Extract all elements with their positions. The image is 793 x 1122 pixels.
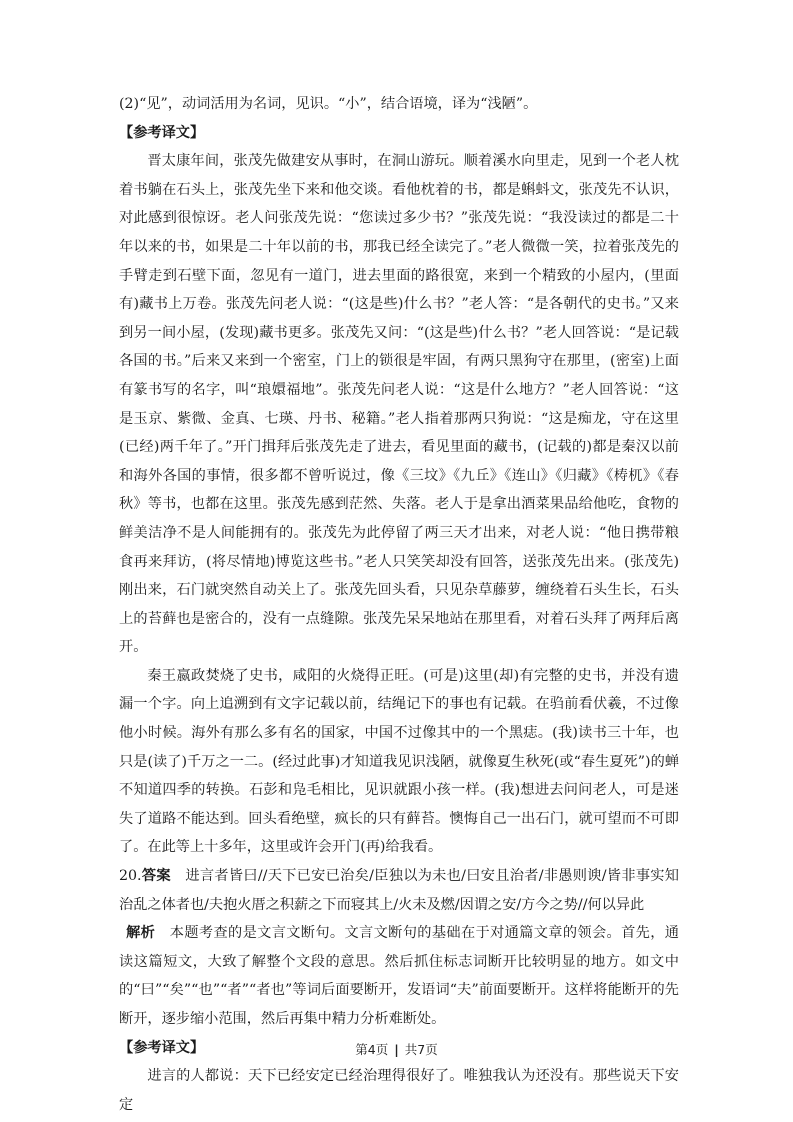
answer-text: 进言者皆曰//天下已安已治矣/臣独以为未也/曰安且治者/非愚则谀/皆非事实知治乱之体者也/夫抱火厝之积薪之下而寝其上/火未及燃/因谓之安/方今之势//何以异此 [119,868,679,913]
explanation-text: 本题考查的是文言文断句。文言文断句的基础在于对通篇文章的领会。首先，通读这篇短文，大致了解整个文段的意思。然后抓住标志词断开比较明显的地方。如文中的“曰”“矣”“也”“者”“者也”等词后面要断开，发语词“夫”前面要断开。这样将能断开的先断开，逐步缩小范围，然后再集中精力分析难断处。 [119,925,679,1027]
translation-paragraph: 晋太康年间，张茂先做建安从事时，在洞山游玩。顺着溪水向里走，见到一个老人枕着书躺在石头上，张茂先坐下来和他交谈。看他枕着的书，都是蝌蚪文，张茂先不认识，对此感到很惊讶。老人问张茂先说：“您读过多少书？”张茂先说：“我没读过的都是二十年以来的书，如果是二十年以前的书，那我已经全读完了。”老人微微一笑，拉着张茂先的手臂走到石壁下面，忽见有一道门，进去里面的路很宽，来到一个精致的小屋内，(里面有)藏书上万卷。张茂先问老人说：“(这是些)什么书？”老人答：“是各朝代的史书。”又来到另一间小屋，(发现)藏书更多。张茂先又问：“(这是些)什么书？”老人回答说：“是记载各国的书。”后来又来到一个密室，门上的锁很是牢固，有两只黑狗守在那里，(密室)上面有篆书写的名字，叫“琅嬛福地”。张茂先问老人说：“这是什么地方？”老人回答说：“这是玉京、紫微、金真、七瑛、丹书、秘籍。”老人指着那两只狗说：“这是痴龙，守在这里(已经)两千年了。”开门揖拜后张茂先走了进去，看见里面的藏书，(记载的)都是秦汉以前和海外各国的事情，很多都不曾听说过，像《三坟》《九丘》《连山》《归藏》《梼杌》《春秋》等书，也都在这里。张茂先感到茫然、失落。老人于是拿出酒菜果品给他吃，食物的鲜美洁净不是人间能拥有的。张茂先为此停留了两三天才出来，对老人说：“他日携带粮食再来拜访，(将尽情地)博览这些书。”老人只笑笑却没有回答，送张茂先出来。(张茂先)刚出来，石门就突然自动关上了。张茂先回头看，只见杂草藤萝，缠绕着石头生长，石头上的苔藓也是密合的，没有一点缝隙。张茂先呆呆地站在那里看，对着石头拜了两拜后离开。 [119,153,679,656]
page-number: 第4页 [355,1042,389,1057]
question-number: 20. [119,868,142,885]
question-20-explanation [119,919,679,1033]
explanation-label: 解析 [126,925,156,942]
page-total: 共7页 [404,1042,438,1057]
answer-item-2: (2)“见”，动词活用为名词，见识。“小”，结合语境，译为“浅陋”。 [119,96,538,112]
page-footer [0,1040,793,1058]
translation-paragraph: 进言的人都说：天下已经安定已经治理得很好了。唯独我认为还没有。那些说天下安定 [119,1068,679,1113]
answer-label: 答案 [141,868,171,885]
question-20-answer [119,862,679,919]
document-body [119,90,679,1119]
translation-paragraph: 秦王嬴政焚烧了史书，咸阳的火烧得正旺。(可是)这里(却)有完整的史书，并没有遗漏一个字。向上追溯到有文字记载以前，结绳记下的事也有记载。在驺前看伏羲，不过像他小时候。海外有那么多有名的国家，中国不过像其中的一个黑痣。(我)读书三十年，也只是(读了)千万之一二。(经过此事)才知道我见识浅陋，就像夏生秋死(或“春生夏死”)的蝉不知道四季的转换。石彭和凫毛相比，见识就跟小孩一样。(我)想进去问问老人，可是迷失了道路不能达到。回头看绝壁，疯长的只有藓苔。懊悔自己一出石门，就可望而不可即了。在此等上十多年，这里或许会开门(再)给我看。 [119,667,679,856]
reference-translation-heading: 【参考译文】 [119,124,205,141]
footer-separator: | [394,1042,399,1057]
reference-translation-heading: 【参考译文】 [119,1039,205,1056]
